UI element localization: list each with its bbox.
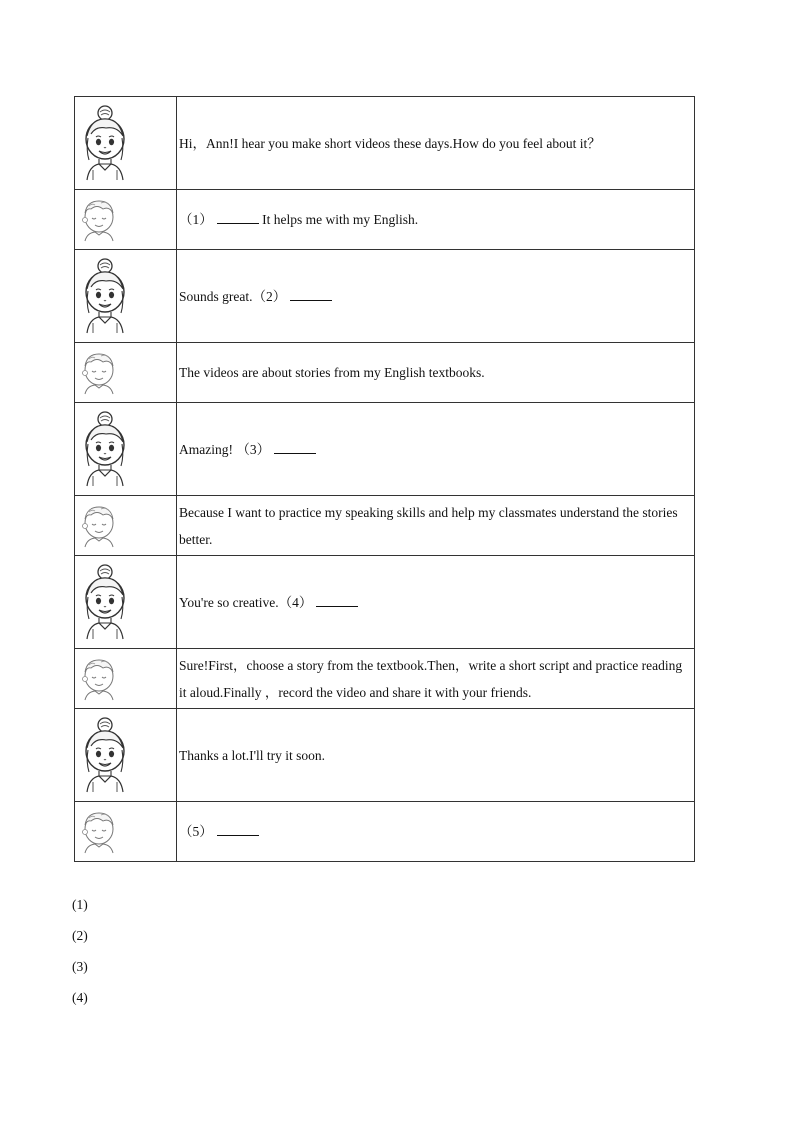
speaker-cell — [75, 343, 177, 403]
boy-avatar-icon — [79, 197, 119, 243]
dialogue-line — [177, 496, 695, 556]
dialogue-text: （1） — [179, 212, 213, 227]
speaker-cell — [75, 496, 177, 556]
girl-avatar-icon — [79, 104, 131, 182]
dialogue-row — [75, 649, 695, 709]
answer-blank[interactable] — [274, 441, 316, 454]
boy-avatar-icon — [79, 809, 119, 855]
answer-blank[interactable] — [290, 288, 332, 301]
answer-blank[interactable] — [217, 823, 259, 836]
girl-avatar-icon — [79, 563, 131, 641]
dialogue-row — [75, 709, 695, 802]
answer-blank[interactable] — [316, 594, 358, 607]
dialogue-row — [75, 496, 695, 556]
dialogue-line — [177, 97, 695, 190]
answer-lines — [72, 893, 88, 1017]
answer-blank[interactable] — [217, 211, 259, 224]
girl-avatar-icon — [79, 257, 131, 335]
dialogue-text: （5） — [179, 824, 213, 839]
dialogue-row — [75, 343, 695, 403]
dialogue-text-tail: It helps me with my English. — [262, 212, 419, 227]
speaker-cell — [75, 250, 177, 343]
boy-avatar-icon — [79, 656, 119, 702]
dialogue-text: You're so creative.（4） — [179, 594, 313, 610]
dialogue-text: Amazing! （3） — [179, 441, 271, 457]
dialogue-text: The videos are about stories from my English textbooks. — [179, 365, 485, 380]
speaker-cell — [75, 97, 177, 190]
dialogue-text: Because I want to practice my speaking skills and help my classmates understand the stories better. — [179, 504, 678, 547]
boy-avatar-icon — [79, 350, 119, 396]
dialogue-line — [177, 250, 695, 343]
answer-line-4[interactable]: (4) — [72, 990, 88, 1005]
dialogue-line — [177, 649, 695, 709]
answer-line-2[interactable]: (2) — [72, 928, 88, 943]
dialogue-row — [75, 802, 695, 862]
dialogue-row — [75, 190, 695, 250]
speaker-cell — [75, 649, 177, 709]
dialogue-line — [177, 556, 695, 649]
boy-avatar-icon — [79, 503, 119, 549]
dialogue-line — [177, 190, 695, 250]
speaker-cell — [75, 802, 177, 862]
speaker-cell — [75, 190, 177, 250]
speaker-cell — [75, 403, 177, 496]
answer-line-3[interactable]: (3) — [72, 959, 88, 974]
girl-avatar-icon — [79, 716, 131, 794]
dialogue-row — [75, 403, 695, 496]
dialogue-text: Hi，Ann!I hear you make short videos these days.How do you feel about it？ — [179, 135, 601, 151]
girl-avatar-icon — [79, 410, 131, 488]
speaker-cell — [75, 556, 177, 649]
dialogue-table — [74, 96, 695, 862]
dialogue-row — [75, 97, 695, 190]
dialogue-text: Sounds great.（2） — [179, 288, 287, 304]
dialogue-row — [75, 556, 695, 649]
dialogue-text: Thanks a lot.I'll try it soon. — [179, 747, 326, 763]
dialogue-line — [177, 403, 695, 496]
speaker-cell — [75, 709, 177, 802]
dialogue-row — [75, 250, 695, 343]
answer-line-1[interactable]: (1) — [72, 897, 88, 912]
dialogue-line — [177, 709, 695, 802]
dialogue-line — [177, 802, 695, 862]
dialogue-text: Sure!First，choose a story from the textbook.Then，write a short script and practice reading it aloud.Finally ，record the video and share it with your friends. — [179, 657, 683, 700]
dialogue-line — [177, 343, 695, 403]
